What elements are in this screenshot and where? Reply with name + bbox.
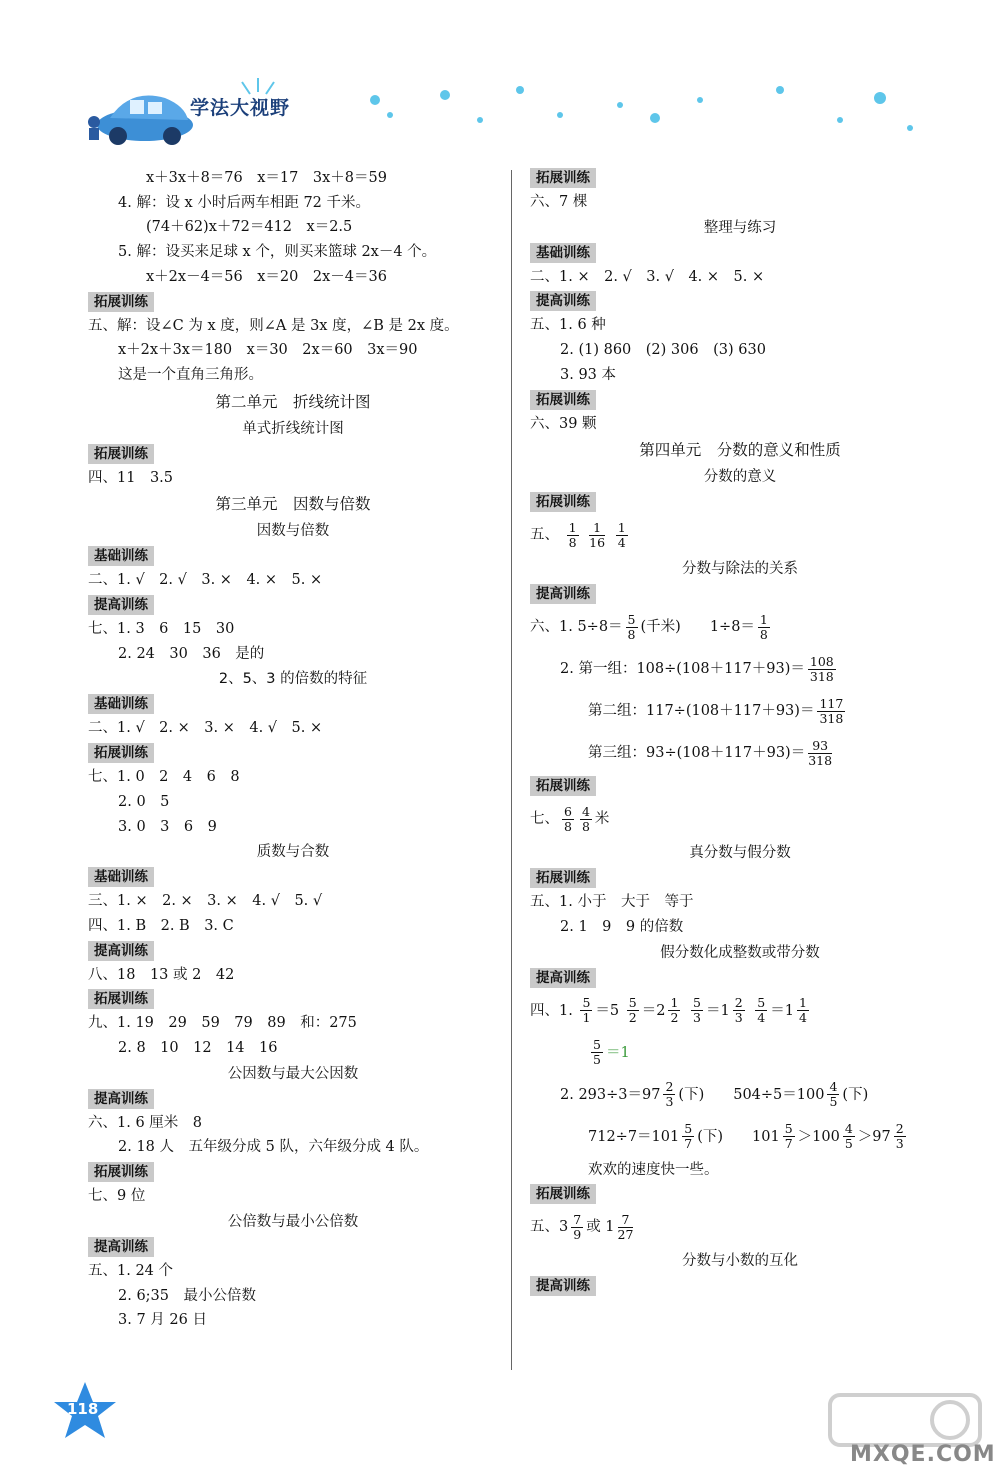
- section-badge: 拓展训练: [530, 868, 596, 888]
- answer-line: 二、1. × 2. √ 3. √ 4. × 5. ×: [530, 268, 765, 285]
- answer-line: 3. 0 3 6 9: [118, 818, 217, 835]
- fraction: $\frac{117}{318}$: [819, 695, 844, 726]
- line-text: ＝2: [641, 1002, 666, 1019]
- fraction: $\frac{5}{7}$: [784, 1121, 793, 1152]
- right-column: [530, 166, 950, 1298]
- line-text: 2. 293÷3＝97: [560, 1086, 661, 1103]
- fraction-line: [530, 648, 950, 690]
- answer-line: 二、1. √ 2. √ 3. × 4. × 5. ×: [88, 572, 323, 589]
- fraction: $\frac{5}{4}$: [757, 995, 766, 1026]
- fraction-line: [530, 514, 950, 556]
- line-text: ＝5: [595, 1002, 620, 1019]
- section-title: 因数与倍数: [256, 523, 330, 540]
- answer-line: 七、1. 0 2 4 6 8: [88, 769, 240, 786]
- fraction: $\frac{7}{9}$: [573, 1211, 582, 1242]
- line-text: ＞100: [797, 1128, 840, 1145]
- answer-line: 五、1. 小于 大于 等于: [530, 894, 694, 911]
- fraction-line: [530, 732, 950, 774]
- section-badge: 提高训练: [88, 1089, 154, 1109]
- answer-line: 五、解：设∠C 为 x 度，则∠A 是 3x 度，∠B 是 2x 度。: [88, 317, 459, 334]
- fraction: $\frac{108}{318}$: [809, 653, 834, 684]
- fraction: $\frac{1}{4}$: [798, 995, 807, 1026]
- answer-line: 欢欢的速度快一些。: [588, 1161, 719, 1178]
- column-divider: [511, 170, 512, 1370]
- section-badge: 基础训练: [88, 867, 154, 887]
- fraction-line: [530, 1032, 950, 1074]
- fraction: $\frac{5}{2}$: [628, 995, 637, 1026]
- line-text: ＝1: [605, 1044, 630, 1061]
- answer-line: 3. 7 月 26 日: [118, 1312, 207, 1329]
- fraction-line: [530, 1206, 950, 1248]
- answer-line: 六、39 颗: [530, 415, 597, 432]
- line-prefix: 四、1.: [530, 1002, 573, 1019]
- unit-title: 第四单元 分数的意义和性质: [639, 441, 841, 460]
- answer-line: 3. 93 本: [560, 366, 617, 383]
- answer-line: 这是一个直角三角形。: [118, 366, 263, 383]
- section-badge: 提高训练: [530, 291, 596, 311]
- fraction: $\frac{2}{3}$: [734, 995, 743, 1026]
- fraction-line: [530, 690, 950, 732]
- section-badge: 拓展训练: [88, 989, 154, 1009]
- watermark-text: MXQE.COM: [850, 1442, 996, 1467]
- logo-title: 学法大视野: [190, 97, 291, 119]
- answer-line: 2. 1 9 9 的倍数: [560, 918, 684, 935]
- answer-line: 七、1. 3 6 15 30: [88, 621, 235, 638]
- answer-line: 4. 解：设 x 小时后两车相距 72 千米。: [118, 194, 371, 211]
- fraction: $\frac{2}{3}$: [665, 1079, 674, 1110]
- fraction: $\frac{5}{8}$: [627, 611, 636, 642]
- answer-line: x＋3x＋8＝76 x＝17 3x＋8＝59: [146, 170, 387, 186]
- section-badge: 基础训练: [530, 243, 596, 263]
- page-number: 118: [67, 1400, 99, 1418]
- answer-line: x＋2x－4＝56 x＝20 2x－4＝36: [146, 268, 387, 285]
- answer-line: 五、1. 6 种: [530, 317, 606, 334]
- fraction: $\frac{2}{3}$: [895, 1121, 904, 1152]
- line-text: (下): [842, 1086, 869, 1103]
- answer-line: (74＋62)x＋72＝412 x＝2.5: [146, 219, 353, 236]
- line-prefix: 五、: [530, 527, 559, 544]
- answer-line: 八、18 13 或 2 42: [88, 966, 235, 983]
- fraction: $\frac{4}{5}$: [829, 1079, 838, 1110]
- fraction: $\frac{5}{3}$: [693, 995, 701, 1026]
- fraction: $\frac{5}{5}$: [593, 1037, 601, 1068]
- fraction-line: [530, 1116, 950, 1158]
- answer-line: 六、7 棵: [530, 194, 588, 210]
- section-badge: 基础训练: [88, 546, 154, 566]
- line-text: 六、1. 5÷8＝: [530, 619, 623, 636]
- section-badge: 提高训练: [88, 1237, 154, 1257]
- answer-line: 2. 6;35 最小公倍数: [118, 1287, 257, 1304]
- section-badge: 拓展训练: [530, 1184, 596, 1204]
- line-text: (下) 504÷5＝100: [678, 1086, 825, 1103]
- car-icon: [88, 96, 193, 146]
- unit-title: 第三单元 因数与倍数: [215, 495, 371, 514]
- section-badge: 提高训练: [530, 968, 596, 988]
- section-badge: 提高训练: [88, 595, 154, 615]
- answer-line: 2. 24 30 36 是的: [118, 645, 265, 662]
- section-badge: 拓展训练: [530, 168, 596, 188]
- section-title: 真分数与假分数: [689, 845, 791, 862]
- line-prefix: 七、: [530, 811, 559, 828]
- fraction: $\frac{6}{8}$: [564, 803, 572, 834]
- answer-line: 三、1. × 2. × 3. × 4. √ 5. √: [88, 893, 323, 910]
- section-badge: 基础训练: [88, 694, 154, 714]
- line-text: ＝1: [770, 1002, 794, 1019]
- section-title: 单式折线统计图: [242, 420, 344, 437]
- fraction: $\frac{5}{1}$: [582, 995, 591, 1026]
- fraction-line: [530, 798, 950, 840]
- line-text: 第三组：93÷(108＋117＋93)＝: [588, 745, 806, 762]
- fraction: $\frac{1}{8}$: [759, 611, 768, 642]
- section-badge: 提高训练: [530, 1276, 596, 1296]
- answer-line: x＋2x＋3x＝180 x＝30 2x＝60 3x＝90: [118, 342, 418, 359]
- fraction-line: [530, 606, 950, 648]
- answer-line: 六、1. 6 厘米 8: [88, 1114, 203, 1131]
- answer-line: 五、1. 24 个: [88, 1262, 174, 1279]
- line-text: ＞97: [857, 1128, 891, 1145]
- line-text: 2. 第一组：108÷(108＋117＋93)＝: [560, 661, 805, 678]
- fraction: $\frac{7}{27}$: [617, 1211, 634, 1242]
- line-text: (下) 101: [697, 1128, 780, 1145]
- answer-line: 5. 解：设买来足球 x 个，则买来篮球 2x－4 个。: [118, 244, 437, 261]
- answer-line: 七、9 位: [88, 1188, 146, 1205]
- unit-text: 米: [594, 811, 610, 828]
- answer-line: 2. 18 人 五年级分成 5 队，六年级分成 4 队。: [118, 1139, 429, 1156]
- section-badge: 拓展训练: [88, 444, 154, 464]
- section-badge: 拓展训练: [530, 390, 596, 410]
- section-badge: 提高训练: [88, 941, 154, 961]
- section-badge: 拓展训练: [530, 492, 596, 512]
- answer-line: 四、1. B 2. B 3. C: [88, 917, 234, 934]
- line-text: 或 1: [586, 1219, 615, 1236]
- fraction: $\frac{5}{7}$: [684, 1121, 693, 1152]
- line-text: 第二组：117÷(108＋117＋93)＝: [588, 703, 815, 720]
- fraction: $\frac{93}{318}$: [808, 737, 833, 768]
- section-title: 整理与练习: [703, 219, 777, 236]
- fraction: $\frac{1}{8}$: [568, 519, 577, 550]
- line-text: 五、3: [530, 1219, 569, 1236]
- section-title: 分数与除法的关系: [682, 561, 798, 578]
- section-title: 质数与合数: [256, 844, 330, 861]
- left-column: [88, 166, 498, 1333]
- fraction: $\frac{4}{8}$: [581, 803, 590, 834]
- answer-line: 2. 8 10 12 14 16: [118, 1040, 278, 1057]
- answer-line: 四、11 3.5: [88, 469, 174, 486]
- line-text: ＝1: [705, 1002, 730, 1019]
- section-title: 分数与小数的互化: [682, 1253, 798, 1270]
- answer-line: 九、1. 19 29 59 79 89 和：275: [88, 1015, 357, 1032]
- line-text: 712÷7＝101: [588, 1128, 680, 1145]
- section-title: 公因数与最大公因数: [227, 1065, 359, 1082]
- section-title: 2、5、3 的倍数的特征: [218, 671, 368, 688]
- answer-line: 2. (1) 860 (2) 306 (3) 630: [560, 342, 766, 359]
- fraction-line: [530, 990, 950, 1032]
- fraction: $\frac{4}{5}$: [844, 1121, 853, 1152]
- section-badge: 拓展训练: [88, 1162, 154, 1182]
- sun-rays: [242, 78, 274, 94]
- section-badge: 提高训练: [530, 584, 596, 604]
- section-title: 分数的意义: [703, 469, 777, 486]
- section-badge: 拓展训练: [88, 292, 154, 312]
- section-badge: 拓展训练: [88, 743, 154, 763]
- fraction: $\frac{1}{4}$: [617, 519, 626, 550]
- answer-line: 2. 0 5: [118, 793, 170, 810]
- answer-line: 二、1. √ 2. × 3. × 4. √ 5. ×: [88, 720, 323, 737]
- fraction: $\frac{1}{2}$: [670, 995, 679, 1026]
- section-title: 公倍数与最小公倍数: [227, 1213, 359, 1230]
- section-title: 假分数化成整数或带分数: [660, 944, 820, 961]
- unit-title: 第二单元 折线统计图: [215, 392, 371, 411]
- section-badge: 拓展训练: [530, 776, 596, 796]
- fraction-line: [530, 1074, 950, 1116]
- fraction: $\frac{1}{16}$: [589, 519, 606, 550]
- line-text: (千米) 1÷8＝: [640, 619, 755, 636]
- snowflake-icon: [370, 86, 913, 131]
